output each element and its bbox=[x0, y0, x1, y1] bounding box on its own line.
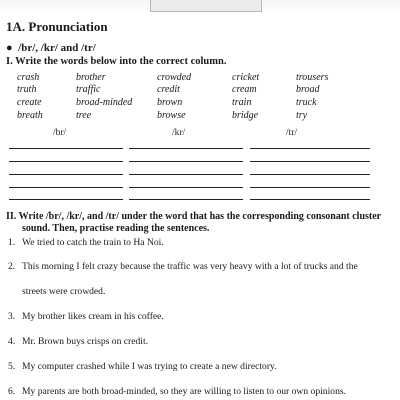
word: train bbox=[232, 97, 252, 108]
task2-instruction-cont: sound. Then, practise reading the sentences. bbox=[22, 223, 210, 234]
sentence-2-cont bbox=[22, 287, 105, 297]
sentence-number: 4. bbox=[8, 336, 16, 347]
task2-instruction: II. Write /br/, /kr/, and /tr/ under the word that has the corresponding consonant cluster bbox=[6, 211, 382, 222]
word: broad bbox=[296, 84, 320, 95]
word: tree bbox=[76, 110, 92, 121]
sentence-5 bbox=[8, 362, 277, 372]
word: bridge bbox=[232, 110, 259, 121]
answer-blank-tr[interactable] bbox=[250, 161, 370, 162]
sentence-number: 3. bbox=[8, 311, 16, 322]
section-title: 1A. Pronunciation bbox=[6, 19, 108, 34]
answer-blank-tr[interactable] bbox=[250, 174, 370, 175]
word: create bbox=[17, 97, 42, 108]
word: try bbox=[296, 110, 308, 121]
column-heading-br: /br/ bbox=[53, 128, 67, 138]
column-heading-tr: /tr/ bbox=[286, 128, 298, 138]
bullet-icon: ● bbox=[6, 42, 13, 54]
answer-blank-br[interactable] bbox=[9, 148, 123, 149]
answer-blank-kr[interactable] bbox=[129, 174, 243, 175]
sound-bullet bbox=[6, 43, 96, 54]
sentence-text: My brother likes cream in his coffee. bbox=[22, 311, 164, 322]
word: crash bbox=[17, 72, 40, 83]
answer-blank-br[interactable] bbox=[9, 199, 123, 200]
answer-blank-tr[interactable] bbox=[250, 199, 370, 200]
sentence-number: 2. bbox=[8, 261, 16, 272]
sentence-text: Mr. Brown buys crisps on credit. bbox=[22, 336, 149, 347]
word: crowded bbox=[157, 72, 192, 83]
answer-blank-kr[interactable] bbox=[129, 148, 243, 149]
task1-instruction: I. Write the words below into the correct column. bbox=[6, 56, 227, 67]
word: cream bbox=[232, 84, 257, 95]
answer-blank-tr[interactable] bbox=[250, 187, 370, 188]
sentence-text: streets were crowded. bbox=[22, 286, 106, 297]
word: browse bbox=[157, 110, 186, 121]
sentence-4 bbox=[8, 337, 148, 347]
sentence-number: 6. bbox=[8, 386, 16, 397]
sentence-number: 5. bbox=[8, 361, 16, 372]
bullet-text: /br/, /kr/ and /tr/ bbox=[18, 42, 96, 54]
answer-blank-kr[interactable] bbox=[129, 187, 243, 188]
sentence-6 bbox=[8, 387, 346, 397]
sentence-text: We tried to catch the train to Ha Noi. bbox=[22, 237, 164, 248]
word: breath bbox=[17, 110, 43, 121]
answer-blank-tr[interactable] bbox=[250, 148, 370, 149]
word: brother bbox=[76, 72, 106, 83]
word: truth bbox=[17, 84, 37, 95]
sentence-text: My computer crashed while I was trying to create a new directory. bbox=[22, 361, 277, 372]
header-tab bbox=[150, 0, 262, 12]
word: trousers bbox=[296, 72, 329, 83]
word: credit bbox=[157, 84, 180, 95]
sentence-text: This morning I felt crazy because the traffic was very heavy with a lot of trucks and the bbox=[22, 261, 358, 272]
sentence-2 bbox=[8, 262, 358, 272]
word: cricket bbox=[232, 72, 260, 83]
word: truck bbox=[296, 97, 317, 108]
sentence-number: 1. bbox=[8, 237, 16, 248]
answer-blank-br[interactable] bbox=[9, 187, 123, 188]
word: traffic bbox=[76, 84, 101, 95]
word: broad-minded bbox=[76, 97, 133, 108]
answer-blank-kr[interactable] bbox=[129, 199, 243, 200]
answer-blank-br[interactable] bbox=[9, 161, 123, 162]
sentence-3 bbox=[8, 312, 164, 322]
sentence-text: My parents are both broad-minded, so they are willing to listen to our own opinions. bbox=[22, 386, 346, 397]
answer-blank-kr[interactable] bbox=[129, 161, 243, 162]
sentence-1 bbox=[8, 238, 164, 248]
answer-blank-br[interactable] bbox=[9, 174, 123, 175]
word: brown bbox=[157, 97, 183, 108]
column-heading-kr: /kr/ bbox=[172, 128, 186, 138]
